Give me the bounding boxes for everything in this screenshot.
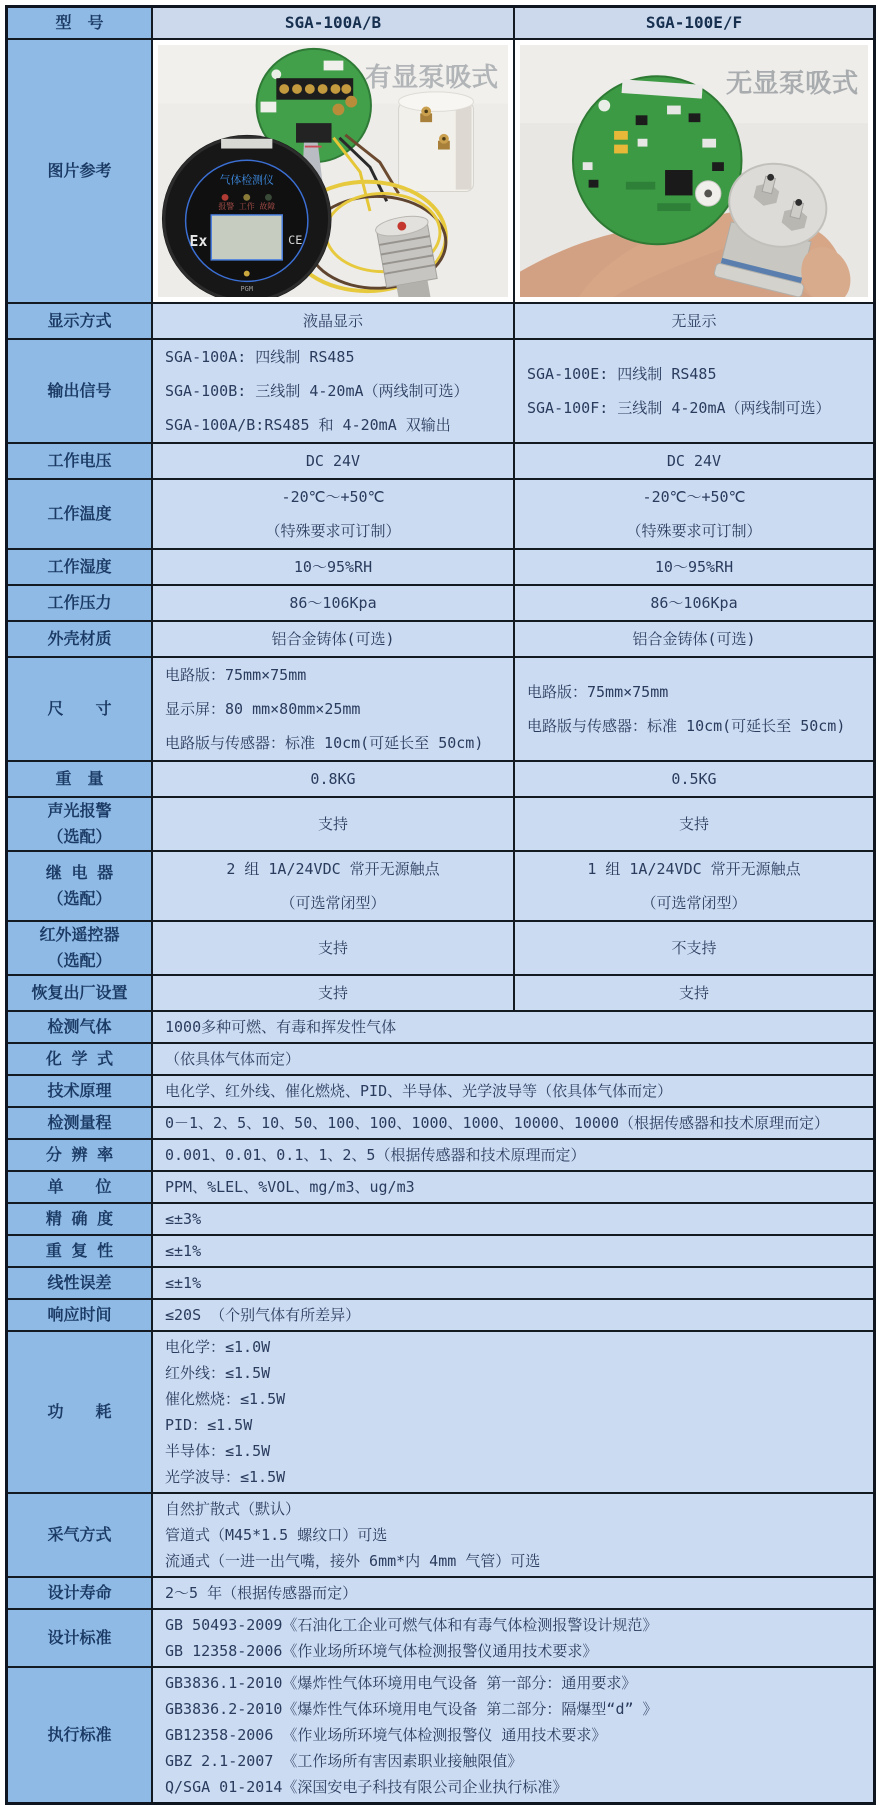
spec-row-working-humidity: [8, 550, 873, 586]
value-cell-sga100ab: [153, 340, 515, 442]
text-line: 检测气体: [47, 1017, 112, 1036]
value-cell-sga100ef: [515, 976, 873, 1010]
text-line: 响应时间: [47, 1305, 112, 1324]
text-line: 工作压力: [47, 593, 112, 612]
spec-row-factory-reset: [8, 976, 873, 1012]
text-line: （可选常闭型）: [641, 894, 747, 912]
text-line: 恢复出厂设置: [31, 983, 128, 1002]
header-row: [8, 8, 873, 40]
row-label-cell: [8, 550, 153, 584]
text-line: GB3836.1-2010《爆炸性气体环境用电气设备 第一部分：通用要求》: [165, 1674, 637, 1692]
row-label-cell: [8, 1268, 153, 1298]
spec-row-ir-remote-control: [8, 922, 873, 976]
model-ef-name: SGA-100E/F: [645, 13, 743, 32]
row-label-cell: [8, 658, 153, 760]
text-line: ≤20S （个别气体有所差异）: [165, 1306, 361, 1324]
led-labels-text: 报警 工作 故障: [218, 202, 276, 212]
image-row-label: 图片参考: [47, 161, 112, 180]
text-line: 重 复 性: [45, 1241, 114, 1260]
row-value-cell: [153, 1578, 873, 1608]
row-label-cell: [8, 1300, 153, 1330]
photo-illustration-pumped-with-display: [158, 45, 508, 297]
text-line: 工作电压: [47, 451, 112, 470]
text-line: （选配）: [47, 827, 112, 846]
text-line: 单 位: [47, 1177, 112, 1196]
text-line: 0.8KG: [310, 770, 356, 788]
value-cell-sga100ef: [515, 444, 873, 478]
spec-row-detection-range: [8, 1108, 873, 1140]
spec-rows: [8, 304, 873, 1802]
photo-cell-sga100ef: [515, 40, 873, 302]
text-line: 采气方式: [47, 1525, 112, 1544]
text-line: 2～5 年（根据传感器而定）: [165, 1584, 358, 1602]
row-value-cell: [153, 1204, 873, 1234]
text-line: DC 24V: [666, 452, 722, 470]
model-ab-name: SGA-100A/B: [284, 13, 382, 32]
value-cell-sga100ef: [515, 658, 873, 760]
row-value-cell: [153, 1140, 873, 1170]
text-line: 0.001、0.01、0.1、1、2、5（根据传感器和技术原理而定）: [165, 1146, 586, 1164]
text-line: SGA-100F: 三线制 4-20mA（两线制可选）: [527, 399, 831, 417]
row-label-cell: [8, 798, 153, 850]
value-cell-sga100ef: [515, 550, 873, 584]
text-line: SGA-100A: 四线制 RS485: [165, 348, 355, 366]
brass-nozzle-icon: [420, 107, 432, 123]
value-cell-sga100ef: [515, 852, 873, 920]
value-cell-sga100ef: [515, 340, 873, 442]
text-line: GB3836.2-2010《爆炸性气体环境用电气设备 第二部分：隔爆型“d” 》: [165, 1700, 658, 1718]
text-line: 工作温度: [47, 504, 112, 523]
row-value-cell: [153, 1076, 873, 1106]
spec-row-repeatability: [8, 1236, 873, 1268]
value-cell-sga100ab: [153, 304, 515, 338]
text-line: 1000多种可燃、有毒和挥发性气体: [165, 1018, 397, 1036]
text-line: 不支持: [671, 939, 717, 957]
spec-row-working-pressure: [8, 586, 873, 622]
value-cell-sga100ab: [153, 550, 515, 584]
text-line: 管道式（M45*1.5 螺纹口）可选: [165, 1526, 388, 1544]
row-label-cell: [8, 304, 153, 338]
text-line: （特殊要求可订制）: [626, 522, 762, 540]
text-line: 设计标准: [47, 1628, 112, 1647]
spec-row-working-voltage: [8, 444, 873, 480]
spec-row-chemical-formula: [8, 1044, 873, 1076]
text-line: 红外遥控器: [39, 925, 120, 944]
text-line: 执行标准: [47, 1725, 112, 1744]
text-line: （可选常闭型）: [280, 894, 386, 912]
text-line: GB 12358-2006《作业场所环境气体检测报警仪通用技术要求》: [165, 1642, 598, 1660]
row-value-cell: [153, 1172, 873, 1202]
text-line: 支持: [317, 815, 348, 833]
text-line: 电路版：75mm×75mm: [165, 666, 307, 684]
text-line: GB12358-2006 《作业场所环境气体检测报警仪 通用技术要求》: [165, 1726, 607, 1744]
value-cell-sga100ab: [153, 922, 515, 974]
ce-mark-text: CE: [288, 233, 303, 248]
text-line: 线性误差: [47, 1273, 112, 1292]
product-photo-sga100ab: [158, 45, 508, 297]
row-value-cell: [153, 1610, 873, 1666]
row-label-cell: [8, 1108, 153, 1138]
row-value-cell: [153, 1236, 873, 1266]
text-line: SGA-100E: 四线制 RS485: [527, 365, 717, 383]
watermark-text: 有显泵吸式: [365, 62, 499, 93]
text-line: 电化学：≤1.0W: [165, 1338, 271, 1356]
row-label-cell: [8, 976, 153, 1010]
watermark-text: 无显泵吸式: [725, 67, 859, 99]
text-line: 检测量程: [47, 1113, 112, 1132]
model-ab-header-cell: [153, 8, 515, 38]
value-cell-sga100ab: [153, 586, 515, 620]
row-label-cell: [8, 480, 153, 548]
text-line: PID：≤1.5W: [165, 1416, 253, 1434]
row-value-cell: [153, 1108, 873, 1138]
text-line: 分 辨 率: [45, 1145, 114, 1164]
row-value-cell: [153, 1044, 873, 1074]
text-line: 支持: [678, 815, 709, 833]
device-title-text: 气体检测仪: [219, 173, 274, 187]
spec-row-executive-standard: [8, 1668, 873, 1802]
value-cell-sga100ef: [515, 922, 873, 974]
text-line: 电路版：75mm×75mm: [527, 683, 669, 701]
photo-cell-sga100ab: [153, 40, 515, 302]
text-line: （选配）: [47, 889, 112, 908]
text-line: 工作湿度: [47, 557, 112, 576]
spec-row-working-temperature: [8, 480, 873, 550]
row-label-cell: [8, 1494, 153, 1576]
row-label-cell: [8, 1610, 153, 1666]
row-label-cell: [8, 586, 153, 620]
spec-row-response-time: [8, 1300, 873, 1332]
spec-row-accuracy: [8, 1204, 873, 1236]
row-value-cell: [153, 1332, 873, 1492]
text-line: 支持: [317, 939, 348, 957]
spec-row-detected-gas: [8, 1012, 873, 1044]
text-line: 2 组 1A/24VDC 常开无源触点: [226, 860, 440, 878]
row-label-cell: [8, 622, 153, 656]
text-line: （依具体气体而定）: [165, 1050, 301, 1068]
text-line: ≤±1%: [165, 1274, 202, 1292]
text-line: 液晶显示: [302, 312, 363, 330]
text-line: 自然扩散式（默认）: [165, 1500, 301, 1518]
text-line: 声光报警: [47, 801, 112, 820]
row-value-cell: [153, 1012, 873, 1042]
row-label-cell: [8, 922, 153, 974]
spec-row-design-standard: [8, 1610, 873, 1668]
value-cell-sga100ab: [153, 852, 515, 920]
text-line: DC 24V: [305, 452, 361, 470]
spec-row-unit: [8, 1172, 873, 1204]
value-cell-sga100ef: [515, 304, 873, 338]
text-line: 催化燃烧：≤1.5W: [165, 1390, 286, 1408]
text-line: Q/SGA 01-2014《深国安电子科技有限公司企业执行标准》: [165, 1778, 568, 1796]
text-line: 铝合金铸体(可选): [271, 630, 395, 648]
model-header-label-cell: [8, 8, 153, 38]
text-line: 流通式（一进一出气嘴，接外 6mm*内 4mm 气管）可选: [165, 1552, 541, 1570]
row-value-cell: [153, 1668, 873, 1802]
white-cylinder-sensor-icon: [399, 92, 474, 192]
text-line: 86～106Kpa: [650, 594, 738, 612]
spec-row-linearity-error: [8, 1268, 873, 1300]
value-cell-sga100ab: [153, 762, 515, 796]
row-label-cell: [8, 1076, 153, 1106]
value-cell-sga100ab: [153, 622, 515, 656]
row-value-cell: [153, 1300, 873, 1330]
value-cell-sga100ef: [515, 798, 873, 850]
spec-row-output-signal: [8, 340, 873, 444]
text-line: 电路版与传感器：标准 10cm(可延长至 50cm): [165, 734, 484, 752]
text-line: 精 确 度: [45, 1209, 114, 1228]
text-line: 设计寿命: [47, 1583, 112, 1602]
text-line: -20℃～+50℃: [642, 488, 746, 506]
text-line: 化 学 式: [45, 1049, 114, 1068]
product-photo-sga100ef: [520, 45, 868, 297]
value-cell-sga100ef: [515, 622, 873, 656]
text-line: 电化学、红外线、催化燃烧、PID、半导体、光学波导等（依具体气体而定）: [165, 1082, 673, 1100]
spec-row-resolution: [8, 1140, 873, 1172]
spec-row-design-life: [8, 1578, 873, 1610]
spec-row-power-consumption: [8, 1332, 873, 1494]
row-label-cell: [8, 852, 153, 920]
text-line: ≤±1%: [165, 1242, 202, 1260]
text-line: 10～95%RH: [654, 558, 734, 576]
text-line: -20℃～+50℃: [281, 488, 385, 506]
text-line: 红外线：≤1.5W: [165, 1364, 271, 1382]
text-line: 10～95%RH: [293, 558, 373, 576]
row-label-cell: [8, 762, 153, 796]
text-line: 显示屏：80 mm×80mm×25mm: [165, 700, 361, 718]
text-line: GBZ 2.1-2007 《工作场所有害因素职业接触限值》: [165, 1752, 523, 1770]
model-ef-header-cell: [515, 8, 873, 38]
row-value-cell: [153, 1268, 873, 1298]
text-line: 外壳材质: [47, 629, 112, 648]
text-line: 显示方式: [47, 311, 112, 330]
text-line: （选配）: [47, 951, 112, 970]
spec-row-dimensions: [8, 658, 873, 762]
photo-illustration-pumped-no-display: [520, 45, 868, 297]
spec-row-gas-sampling-mode: [8, 1494, 873, 1578]
text-line: 铝合金铸体(可选): [632, 630, 756, 648]
ex-mark-text: Ex: [189, 233, 208, 251]
text-line: 86～106Kpa: [289, 594, 377, 612]
text-line: 1 组 1A/24VDC 常开无源触点: [587, 860, 801, 878]
row-label-cell: [8, 1044, 153, 1074]
text-line: 0.5KG: [671, 770, 717, 788]
row-label-cell: [8, 1140, 153, 1170]
row-label-cell: [8, 1332, 153, 1492]
text-line: 光学波导：≤1.5W: [165, 1468, 286, 1486]
row-label-cell: [8, 1204, 153, 1234]
spec-row-weight: [8, 762, 873, 798]
row-label-cell: [8, 1172, 153, 1202]
text-line: 输出信号: [47, 381, 112, 400]
row-label-cell: [8, 1668, 153, 1802]
pcb-disc-icon: [573, 76, 742, 244]
text-line: 无显示: [671, 312, 717, 330]
spec-row-audible-visual-alarm: [8, 798, 873, 852]
text-line: 电路版与传感器：标准 10cm(可延长至 50cm): [527, 717, 846, 735]
value-cell-sga100ab: [153, 658, 515, 760]
text-line: 半导体：≤1.5W: [165, 1442, 271, 1460]
spec-table: [5, 5, 876, 1805]
row-label-cell: [8, 444, 153, 478]
value-cell-sga100ab: [153, 798, 515, 850]
text-line: 功 耗: [47, 1402, 112, 1421]
value-cell-sga100ef: [515, 762, 873, 796]
value-cell-sga100ef: [515, 480, 873, 548]
text-line: SGA-100B: 三线制 4-20mA（两线制可选）: [165, 382, 469, 400]
text-line: 继 电 器: [45, 863, 114, 882]
image-row-label-cell: [8, 40, 153, 302]
text-line: 技术原理: [47, 1081, 112, 1100]
value-cell-sga100ab: [153, 444, 515, 478]
value-cell-sga100ab: [153, 976, 515, 1010]
value-cell-sga100ef: [515, 586, 873, 620]
image-reference-row: [8, 40, 873, 304]
text-line: ≤±3%: [165, 1210, 202, 1228]
text-line: 支持: [317, 984, 348, 1002]
text-line: PPM、%LEL、%VOL、mg/m3、ug/m3: [165, 1178, 415, 1196]
text-line: 支持: [678, 984, 709, 1002]
black-detector-icon: [162, 135, 332, 297]
spec-row-shell-material: [8, 622, 873, 658]
row-label-cell: [8, 1012, 153, 1042]
text-line: 0－1、2、5、10、50、100、100、1000、1000、10000、10000（根据传感器和技术原理而定）: [165, 1114, 829, 1132]
model-header-label: 型 号: [55, 13, 104, 32]
spec-row-technical-principle: [8, 1076, 873, 1108]
text-line: SGA-100A/B:RS485 和 4-20mA 双输出: [165, 416, 451, 434]
text-line: 尺 寸: [47, 699, 112, 718]
spec-row-relay: [8, 852, 873, 922]
pgm-text: PGM: [240, 285, 253, 294]
row-label-cell: [8, 1236, 153, 1266]
row-label-cell: [8, 340, 153, 442]
row-label-cell: [8, 1578, 153, 1608]
text-line: （特殊要求可订制）: [265, 522, 401, 540]
spec-row-display-mode: [8, 304, 873, 340]
text-line: GB 50493-2009《石油化工企业可燃气体和有毒气体检测报警设计规范》: [165, 1616, 658, 1634]
brass-nozzle-icon: [438, 134, 450, 150]
row-value-cell: [153, 1494, 873, 1576]
text-line: 重 量: [55, 769, 104, 788]
value-cell-sga100ab: [153, 480, 515, 548]
